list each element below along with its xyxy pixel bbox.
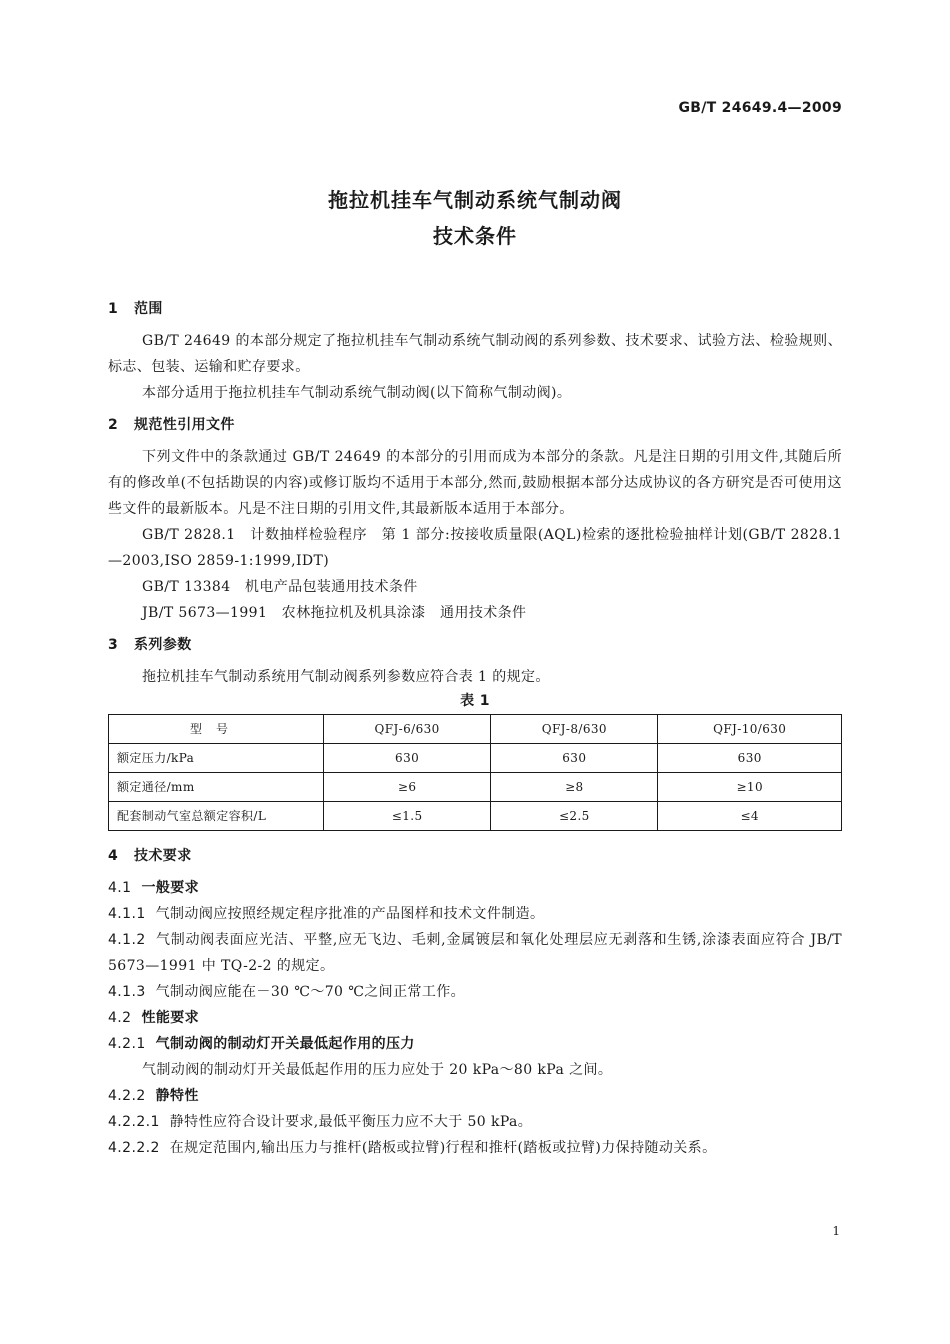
clause-text: 在规定范围内,输出压力与推杆(踏板或拉臂)行程和推杆(踏板或拉臂)力保持随动关系。	[169, 1140, 717, 1156]
section-heading-1	[108, 296, 842, 322]
table-cell: 630	[658, 744, 842, 773]
clause	[108, 979, 842, 1005]
table-header-row	[109, 715, 842, 744]
clause-title: 性能要求	[141, 1010, 200, 1026]
standard-number: GB/T 24649.4—2009	[678, 100, 842, 116]
clause-heading	[108, 875, 842, 901]
table-cell: ≤1.5	[324, 802, 491, 831]
document-title: 拖拉机挂车气制动系统气制动阀	[328, 188, 622, 212]
reference-item: GB/T 2828.1 计数抽样检验程序 第 1 部分:按接收质量限(AQL)检索的逐批检验抽样计划(GB/T 2828.1—2003,ISO 2859-1:1999,IDT)	[108, 527, 842, 569]
clause	[108, 901, 842, 927]
section-heading-2	[108, 412, 842, 438]
reference-item: GB/T 13384 机电产品包装通用技术条件	[142, 579, 418, 595]
clause-number: 4.2.2.1	[108, 1114, 160, 1130]
table-header-cell: QFJ-6/630	[324, 715, 491, 744]
clause-heading	[108, 1005, 842, 1031]
section-title: 范围	[134, 301, 163, 317]
table-cell: 额定压力/kPa	[109, 744, 324, 773]
table-row	[109, 802, 842, 831]
section-number: 1	[108, 301, 119, 317]
parameter-table	[108, 714, 842, 831]
clause-number: 4.2.1	[108, 1036, 146, 1052]
paragraph: GB/T 24649 的本部分规定了拖拉机挂车气制动系统气制动阀的系列参数、技术要求、试验方法、检验规则、标志、包装、运输和贮存要求。	[108, 333, 842, 375]
table-cell: 630	[324, 744, 491, 773]
table-row	[109, 744, 842, 773]
clause-text: 气制动阀表面应光洁、平整,应无飞边、毛刺,金属镀层和氧化处理层应无剥落和生锈,涂漆表面应符合 JB/T 5673—1991 中 TQ-2-2 的规定。	[108, 932, 842, 974]
section-title: 规范性引用文件	[134, 417, 235, 433]
clause-title: 气制动阀的制动灯开关最低起作用的压力	[155, 1036, 415, 1052]
table-header-cell: QFJ-10/630	[658, 715, 842, 744]
table-cell: ≥10	[658, 773, 842, 802]
clause-title: 一般要求	[141, 880, 200, 896]
section-number: 4	[108, 848, 119, 864]
section-title: 系列参数	[134, 637, 192, 653]
section-number: 2	[108, 417, 119, 433]
table-cell: 额定通径/mm	[109, 773, 324, 802]
clause-heading	[108, 1083, 842, 1109]
clause-text: 气制动阀应能在－30 ℃～70 ℃之间正常工作。	[155, 984, 466, 1000]
clause	[108, 1135, 842, 1161]
clause-number: 4.1	[108, 880, 132, 896]
section-heading-3	[108, 632, 842, 658]
section-heading-4	[108, 843, 842, 869]
page-number: 1	[832, 1224, 840, 1238]
paragraph: 本部分适用于拖拉机挂车气制动系统气制动阀(以下简称气制动阀)。	[142, 385, 572, 401]
document-body	[108, 296, 842, 1161]
table-header-cell: QFJ-8/630	[491, 715, 658, 744]
table-cell: ≤4	[658, 802, 842, 831]
clause	[108, 927, 842, 979]
paragraph: 拖拉机挂车气制动系统用气制动阀系列参数应符合表 1 的规定。	[142, 669, 550, 685]
clause-text: 气制动阀应按照经规定程序批准的产品图样和技术文件制造。	[155, 906, 545, 922]
paragraph: 下列文件中的条款通过 GB/T 24649 的本部分的引用而成为本部分的条款。凡是注日期的引用文件,其随后所有的修改单(不包括勘误的内容)或修订版均不适用于本部分,然而,鼓励根据本部分达成协议的各方研究是否可使用这些文件的最新版本。凡是不注日期的引用文件,其最新版本适用于本部分。	[108, 449, 842, 517]
table-row	[109, 773, 842, 802]
table-caption: 表 1	[460, 693, 490, 709]
section-number: 3	[108, 637, 119, 653]
clause-title: 静特性	[155, 1088, 199, 1104]
clause-number: 4.1.1	[108, 906, 146, 922]
clause-number: 4.2.2	[108, 1088, 146, 1104]
clause-number: 4.2	[108, 1010, 132, 1026]
document-subtitle: 技术条件	[433, 224, 517, 248]
clause-number: 4.1.3	[108, 984, 146, 1000]
clause	[108, 1109, 842, 1135]
clause-number: 4.1.2	[108, 932, 146, 948]
clause-heading	[108, 1031, 842, 1057]
paragraph: 气制动阀的制动灯开关最低起作用的压力应处于 20 kPa～80 kPa 之间。	[142, 1062, 613, 1078]
table-header-cell: 型号	[109, 715, 324, 744]
table-cell: 配套制动气室总额定容积/L	[109, 802, 324, 831]
reference-item: JB/T 5673—1991 农林拖拉机及机具涂漆 通用技术条件	[142, 605, 527, 621]
section-title: 技术要求	[134, 848, 192, 864]
clause-text: 静特性应符合设计要求,最低平衡压力应不大于 50 kPa。	[169, 1114, 533, 1130]
table-cell: 630	[491, 744, 658, 773]
clause-number: 4.2.2.2	[108, 1140, 160, 1156]
table-cell: ≤2.5	[491, 802, 658, 831]
table-cell: ≥8	[491, 773, 658, 802]
table-cell: ≥6	[324, 773, 491, 802]
